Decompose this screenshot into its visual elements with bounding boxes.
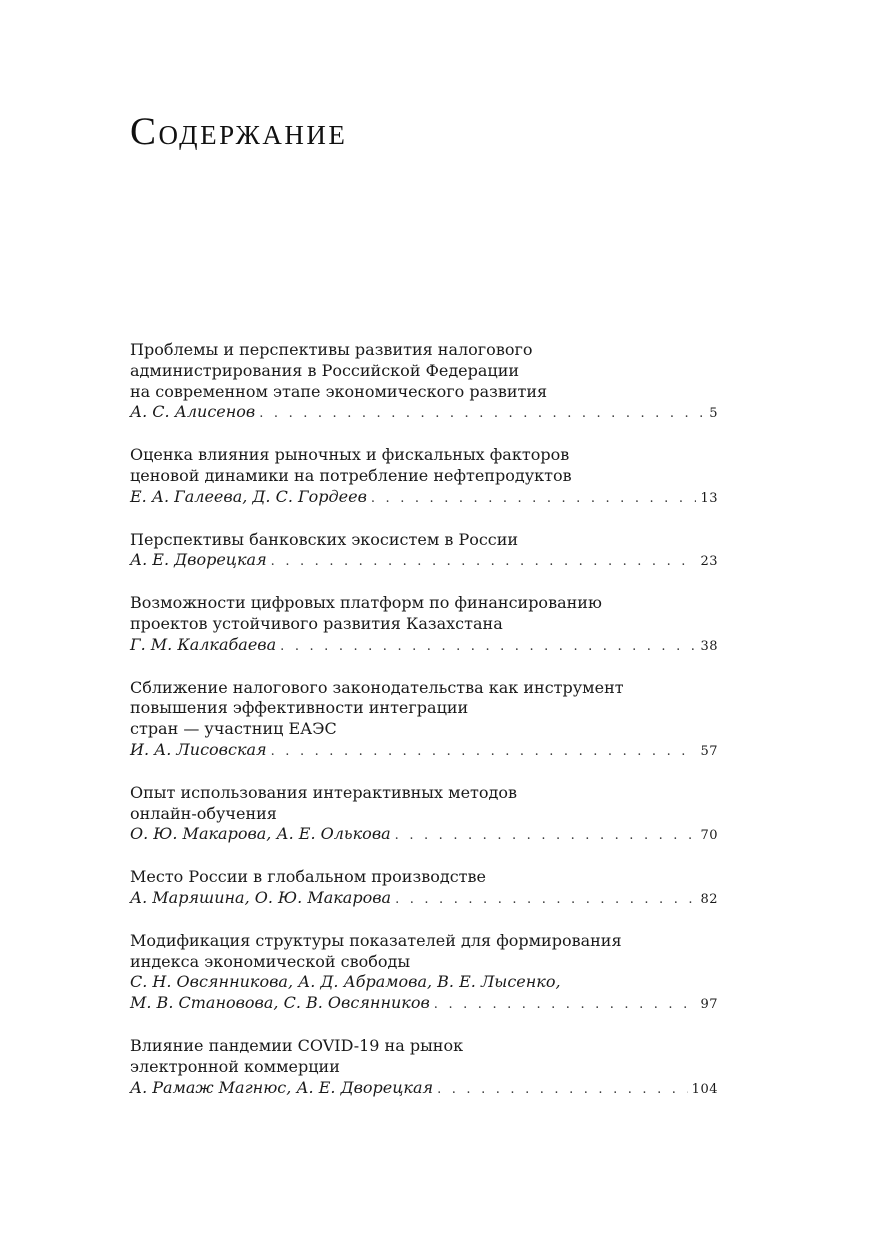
toc-entry-author-line [130, 1078, 718, 1101]
toc-entry-author: О. Ю. Макарова, А. Е. Олькова [130, 824, 391, 844]
toc-entry-title-line: повышения эффективности интеграции [130, 698, 469, 718]
toc-entry-title-line: Модификация структуры показателей для формирования [130, 930, 622, 950]
toc-entry-title-line: Проблемы и перспективы развития налогового [130, 340, 533, 359]
toc-entry-title-line: Место России в глобальном производстве [130, 867, 486, 887]
toc-entry[interactable] [130, 340, 718, 425]
toc-entry-author-line [130, 635, 718, 658]
toc-entry-page-number: 38 [700, 638, 718, 654]
toc-entry[interactable] [130, 678, 718, 763]
toc-dot-leader [271, 742, 697, 763]
toc-entry-author: Е. А. Галеева, Д. С. Гордеев [130, 486, 367, 506]
toc-entry-page-number: 57 [700, 743, 718, 759]
toc-entry[interactable] [130, 1036, 718, 1100]
toc-entry-title-line: онлайн-обучения [130, 803, 277, 823]
toc-dot-leader [395, 826, 697, 847]
table-of-contents [130, 340, 718, 1120]
toc-dot-leader [395, 890, 696, 911]
toc-entry-author-line [130, 550, 718, 573]
toc-entry[interactable] [130, 931, 718, 1016]
toc-entry-author-line [130, 740, 718, 763]
toc-entry-author: А. С. Алисенов [130, 402, 256, 422]
toc-dot-leader [271, 552, 697, 573]
toc-entry-title-line: электронной коммерции [130, 1056, 340, 1076]
toc-dot-leader [259, 404, 705, 425]
toc-dot-leader [371, 489, 697, 510]
toc-entry-author-line [130, 402, 718, 425]
toc-entry-page-number: 97 [700, 997, 718, 1013]
toc-entry[interactable] [130, 530, 718, 574]
toc-entry-title-line: Опыт использования интерактивных методов [130, 782, 518, 802]
toc-entry-title-line: Оценка влияния рыночных и фискальных факторов [130, 445, 570, 465]
toc-entry[interactable] [130, 867, 718, 911]
toc-entry[interactable] [130, 593, 718, 657]
toc-dot-leader [437, 1080, 688, 1101]
toc-entry-author-line [130, 993, 718, 1016]
toc-dot-leader [280, 637, 696, 658]
toc-entry-author-line [130, 487, 718, 510]
toc-entry-page-number: 13 [700, 490, 718, 506]
page-title: Содержание [130, 110, 348, 153]
toc-entry-title-line: на современном этапе экономического развития [130, 381, 548, 401]
toc-entry-author-line [130, 888, 718, 911]
toc-entry-author: И. А. Лисовская [130, 739, 267, 759]
toc-entry-author: Г. М. Калкабаева [130, 634, 277, 654]
toc-entry[interactable] [130, 783, 718, 847]
toc-entry-author: М. В. Становова, С. В. Овсянников [130, 993, 430, 1013]
toc-entry-author: А. Е. Дворецкая [130, 550, 267, 570]
toc-entry-title-line: индекса экономической свободы [130, 951, 411, 971]
toc-entry-author: А. Рамаж Магнюс, А. Е. Дворецкая [130, 1077, 434, 1097]
toc-dot-leader [434, 995, 697, 1016]
toc-entry-author: С. Н. Овсянникова, А. Д. Абрамова, В. Е. Лысенко, [130, 972, 561, 992]
toc-entry-title-line: Перспективы банковских экосистем в России [130, 529, 519, 549]
toc-entry-title-line: Возможности цифровых платформ по финансированию [130, 593, 602, 613]
toc-entry-page-number: 70 [700, 828, 718, 844]
toc-entry-page-number: 104 [691, 1081, 718, 1097]
toc-entry-page-number: 82 [700, 891, 718, 907]
toc-entry-title-line: Влияние пандемии COVID-19 на рынок [130, 1035, 464, 1055]
toc-entry-title-line: стран — участниц ЕАЭС [130, 719, 337, 739]
toc-entry-title-line: Сближение налогового законодательства как инструмент [130, 677, 624, 697]
toc-entry-title-line: администрирования в Российской Федерации [130, 360, 520, 380]
toc-entry-author-line [130, 824, 718, 847]
toc-entry-title-line: ценовой динамики на потребление нефтепродуктов [130, 465, 572, 485]
toc-entry-page-number: 23 [700, 554, 718, 570]
toc-entry-title-line: проектов устойчивого развития Казахстана [130, 613, 503, 633]
toc-entry-page-number: 5 [709, 406, 718, 422]
toc-entry[interactable] [130, 445, 718, 509]
toc-entry-author: А. Маряшина, О. Ю. Макарова [130, 887, 392, 907]
